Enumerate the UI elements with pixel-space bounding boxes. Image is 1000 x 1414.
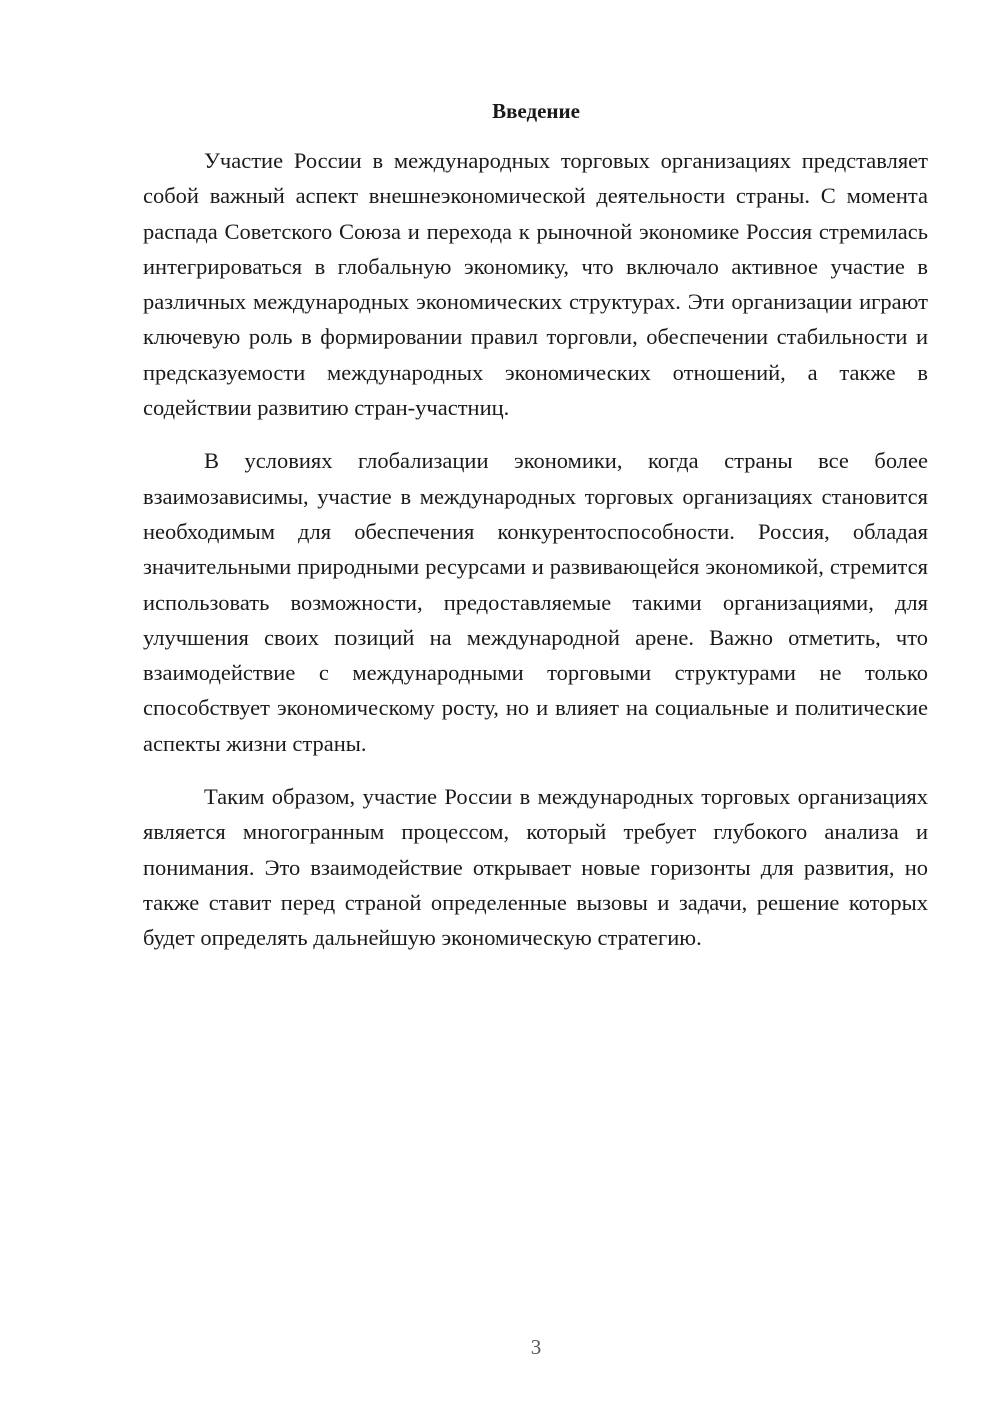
page-number: 3	[530, 1335, 542, 1359]
paragraph-2: В условиях глобализации экономики, когда страны все более взаимозависимы, участие в международных торговых организациях становится необходимым для обеспечения конкурентоспособности. Россия, обладая значительными природными ресурсами и развивающейся экономикой, стремится использовать возможности, предоставляемые такими организациями, для улучшения своих позиций на международной арене. Важно отметить, что взаимодействие с международными торговыми структурами не только способствует экономическому росту, но и влияет на социальные и политические аспекты жизни страны.	[143, 448, 928, 756]
section-heading: Введение	[492, 99, 580, 123]
body-text	[143, 143, 928, 956]
paragraph-3: Таким образом, участие России в международных торговых организациях является многогранным процессом, который требует глубокого анализа и понимания. Это взаимодействие открывает новые горизонты для развития, но также ставит перед страной определенные вызовы и задачи, решение которых будет определять дальнейшую экономическую стратегию.	[143, 784, 928, 951]
paragraph-1: Участие России в международных торговых организациях представляет собой важный аспект внешнеэкономической деятельности страны. С момента распада Советского Союза и перехода к рыночной экономике Россия стремилась интегрироваться в глобальную экономику, что включало активное участие в различных международных экономических структурах. Эти организации играют ключевую роль в формировании правил торговли, обеспечении стабильности и предсказуемости международных экономических отношений, а также в содействии развитию стран-участниц.	[143, 148, 928, 421]
